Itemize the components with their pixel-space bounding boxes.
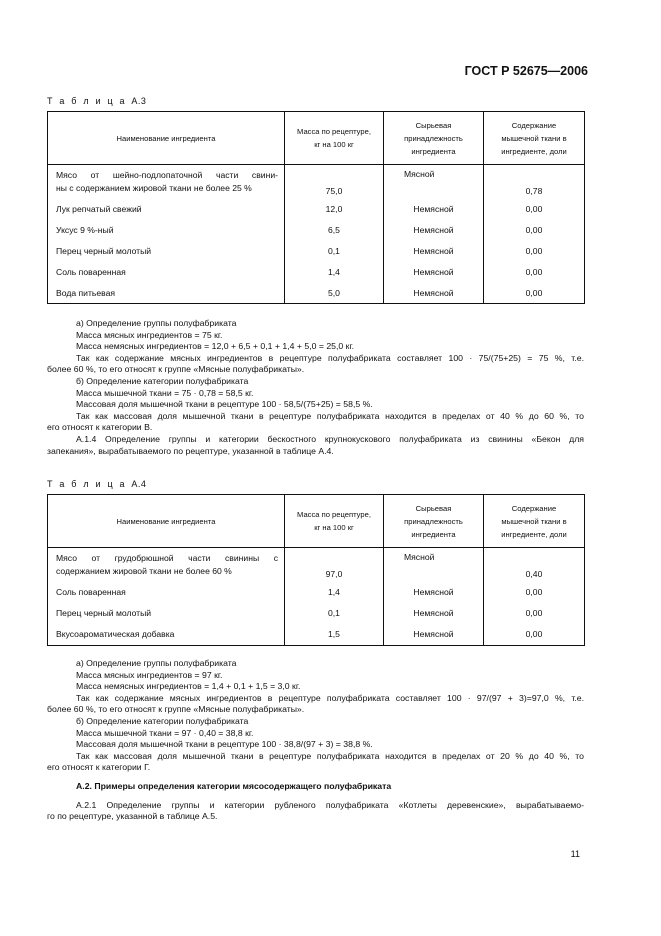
col-header-belonging: Сырьевая принадлежность ингредиента xyxy=(384,112,484,165)
table-row: Уксус 9 %-ный 6,5 Немясной 0,00 xyxy=(48,220,585,241)
table-row: Перец черный молотый 0,1 Немясной 0,00 xyxy=(48,603,585,624)
table-row: Соль поваренная 1,4 Немясной 0,00 xyxy=(48,262,585,283)
text-block-a4: а) Определение группы полуфабриката Масса мясных ингредиентов = 97 кг. Масса немясных ингредиентов = 1,4 + 0,1 + 1,5 = 3,0 кг. Так как содержание мясных ингредиентов в рецептуре полуфабриката составляет 100 · 97/(97 + 3)=97,0 %, т.е. более 60 %, то его относят к группе «Мясные полуфабрикаты». б) Определение категории полуфабриката Масса мышечной ткани = 97 · 0,40 = 38,8 кг. Массовая доля мышечной ткани в рецептуре 100 · 38,8/(97 + 3) = 38,8 %. Так как массовая доля мышечной ткани в рецептуре полуфабриката находится в пределах от 20 % до 40 %, то его относят к категории Г. А.2. Примеры определения категории мясосодержащего полуфабриката А.2.1 Определение группы и категории рубленого полуфабриката «Котлеты деревенские», вырабатываемо- го по рецептуре, указанной в таблице А.5. xyxy=(47,658,584,822)
table-row: Лук репчатый свежий 12,0 Немясной 0,00 xyxy=(48,199,585,220)
table-caption-number: А.4 xyxy=(131,479,147,489)
col-header-muscle: Содержание мышечной ткани в ингредиенте, доли xyxy=(484,495,585,548)
table-caption-word: Т а б л и ц а xyxy=(47,479,127,489)
table-row: Перец черный молотый 0,1 Немясной 0,00 xyxy=(48,241,585,262)
section-heading: А.2. Примеры определения категории мясосодержащего полуфабриката xyxy=(76,780,392,791)
document-id: ГОСТ Р 52675—2006 xyxy=(464,64,588,78)
table-row: Мясо от грудобрюшной части свинины с содержанием жировой ткани не более 60 % 97,0 Мясной 0,40 xyxy=(48,548,585,582)
table-a3-caption xyxy=(47,96,146,106)
col-header-belonging: Сырьевая принадлежность ингредиента xyxy=(384,495,484,548)
table-row: Вода питьевая 5,0 Немясной 0,00 xyxy=(48,283,585,304)
col-header-name: Наименование ингредиента xyxy=(48,495,285,548)
table-header-row xyxy=(48,495,585,548)
table-row: Мясо от шейно-подлопаточной части свини- ны с содержанием жировой ткани не более 25 % 75,0 Мясной 0,78 xyxy=(48,165,585,199)
page-number: 11 xyxy=(570,849,580,859)
table-a4-caption xyxy=(47,479,146,489)
table-header-row xyxy=(48,112,585,165)
table-row: Соль поваренная 1,4 Немясной 0,00 xyxy=(48,582,585,603)
table-a4 xyxy=(47,494,585,646)
col-header-muscle: Содержание мышечной ткани в ингредиенте, доли xyxy=(484,112,585,165)
col-header-mass: Масса по рецептуре, кг на 100 кг xyxy=(285,112,384,165)
table-row: Вкусоароматическая добавка 1,5 Немясной 0,00 xyxy=(48,624,585,646)
text-block-a3: а) Определение группы полуфабриката Масса мясных ингредиентов = 75 кг. Масса немясных ингредиентов = 12,0 + 6,5 + 0,1 + 1,4 + 5,0 = 25,0 кг. Так как содержание мясных ингредиентов в рецептуре полуфабриката составляет 100 · 75/(75+25) = 75 %, т.е. более 60 %, то его относят к группе «Мясные полуфабрикаты». б) Определение категории полуфабриката Масса мышечной ткани = 75 · 0,78 = 58,5 кг. Массовая доля мышечной ткани в рецептуре 100 · 58,5/(75+25) = 58,5 %. Так как массовая доля мышечной ткани в рецептуре полуфабриката находится в пределах от 40 % до 60 %, то его относят к категории В. А.1.4 Определение группы и категории бескостного крупнокускового полуфабриката из свинины «Бекон для запекания», вырабатываемого по рецептуре, указанной в таблице А.4. xyxy=(47,318,584,456)
table-caption-word: Т а б л и ц а xyxy=(47,96,127,106)
table-a3 xyxy=(47,111,585,304)
table-caption-number: А.3 xyxy=(131,96,147,106)
col-header-mass: Масса по рецептуре, кг на 100 кг xyxy=(285,495,384,548)
col-header-name: Наименование ингредиента xyxy=(48,112,285,165)
